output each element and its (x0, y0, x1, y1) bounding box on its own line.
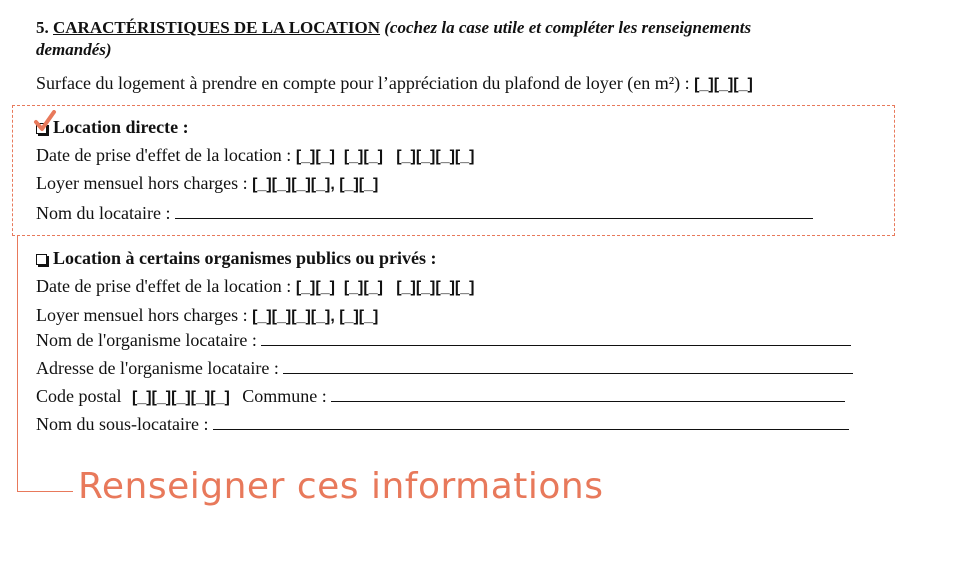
subtenant-row (36, 413, 849, 435)
direct-tenant-label: Nom du locataire : (36, 203, 171, 223)
direct-title: Location directe : (53, 117, 189, 137)
surface-input-boxes[interactable]: [_][_][_] (694, 76, 753, 93)
direct-tenant-field[interactable] (175, 203, 813, 219)
subtenant-field[interactable] (213, 414, 849, 430)
direct-option[interactable] (36, 116, 189, 138)
subtenant-label: Nom du sous-locataire : (36, 414, 209, 434)
section-instruction-cont: demandés) (36, 40, 112, 59)
commune-label: Commune : (242, 386, 327, 406)
organisms-rent-row (36, 304, 378, 328)
commune-field[interactable] (331, 386, 845, 402)
organisms-rent-label: Loyer mensuel hors charges : (36, 305, 248, 325)
direct-rent-label: Loyer mensuel hors charges : (36, 173, 248, 193)
organisms-date-label: Date de prise d'effet de la location : (36, 276, 292, 296)
postal-boxes[interactable]: [_][_][_][_][_] (132, 389, 230, 406)
section-number: 5. (36, 18, 49, 37)
organisms-date-row (36, 275, 474, 299)
direct-rent-boxes[interactable]: [_][_][_][_], [_][_] (252, 176, 379, 193)
org-name-row (36, 329, 851, 351)
org-name-label: Nom de l'organisme locataire : (36, 330, 257, 350)
direct-date-label: Date de prise d'effet de la location : (36, 145, 292, 165)
org-address-row (36, 357, 853, 379)
org-address-field[interactable] (283, 358, 853, 374)
organisms-title: Location à certains organismes publics ou privés : (53, 248, 437, 268)
section-heading: CARACTÉRISTIQUES DE LA LOCATION (53, 18, 381, 37)
organisms-date-boxes[interactable]: [_][_] [_][_] [_][_][_][_] (295, 279, 475, 296)
organisms-rent-boxes[interactable]: [_][_][_][_], [_][_] (252, 308, 379, 325)
org-name-field[interactable] (261, 330, 851, 346)
org-address-label: Adresse de l'organisme locataire : (36, 358, 279, 378)
postal-row (36, 385, 845, 409)
direct-date-boxes[interactable]: [_][_] [_][_] [_][_][_][_] (295, 148, 475, 165)
section-instruction: (cochez la case utile et compléter les renseignements (384, 18, 752, 37)
organisms-option[interactable] (36, 247, 437, 269)
annotation-caption: Renseigner ces informations (78, 466, 604, 507)
annotation-connector (17, 236, 73, 492)
check-mark-icon (33, 110, 57, 132)
postal-label: Code postal (36, 386, 122, 406)
direct-rent-row (36, 172, 378, 196)
surface-row (36, 72, 753, 96)
direct-date-row (36, 144, 474, 168)
direct-tenant-row (36, 202, 813, 224)
section-title (36, 17, 751, 39)
surface-label: Surface du logement à prendre en compte pour l’appréciation du plafond de loyer (en m²) : (36, 73, 690, 93)
